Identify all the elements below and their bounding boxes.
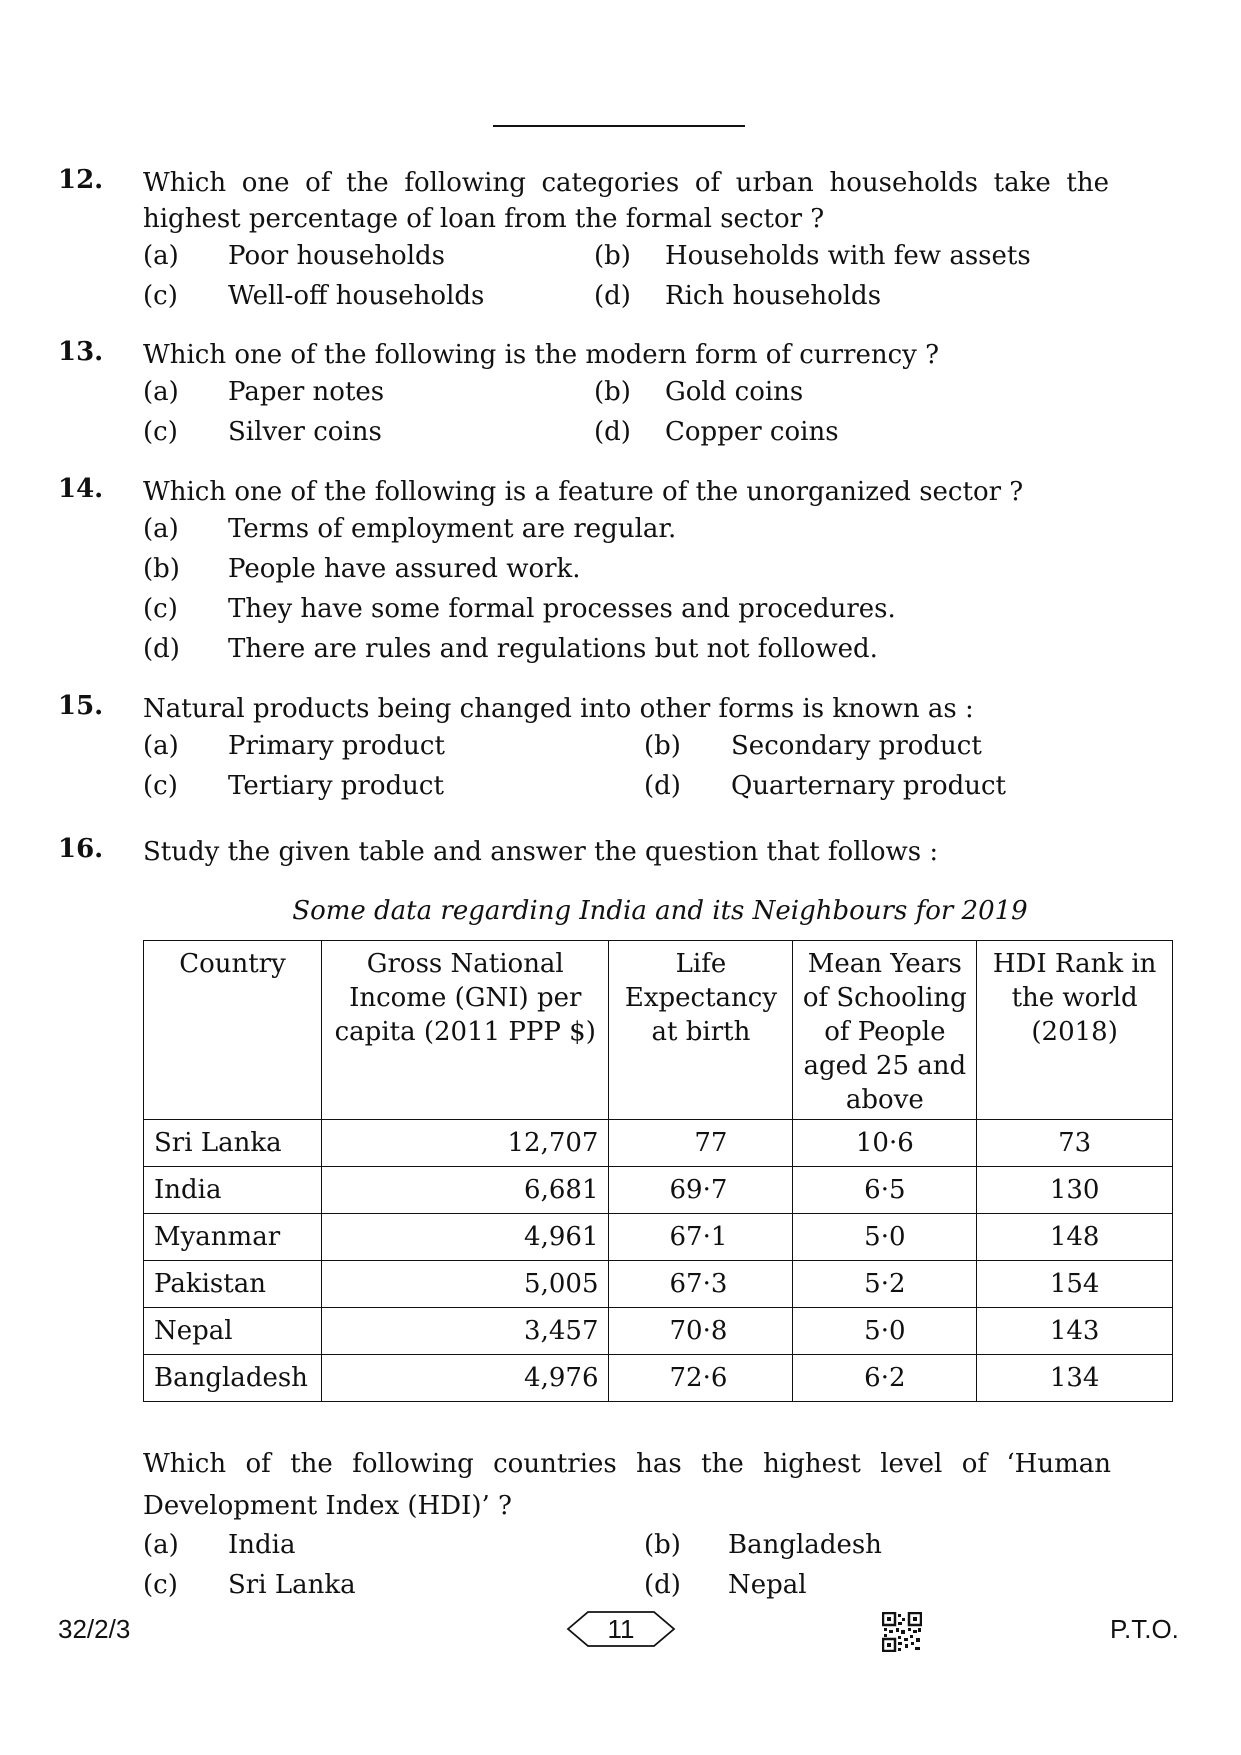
option-text: Silver coins: [228, 417, 382, 447]
option-label: (a): [143, 514, 179, 544]
option-label: (b): [644, 731, 681, 761]
pto-label: P.T.O.: [1110, 1614, 1179, 1644]
option-label: (d): [143, 634, 180, 664]
question-text: Which one of the following is a feature of the unorganized sector ?: [143, 477, 1024, 507]
followup-question-text: Which of the following countries has the highest level of ‘Human Development Index (HDI)’ ?: [143, 1449, 1111, 1521]
table-cell: Bangladesh: [144, 1355, 322, 1402]
option-label: (d): [644, 771, 681, 801]
option-text: Quarternary product: [731, 771, 1007, 801]
page-number: 11: [607, 1614, 635, 1644]
option-text: They have some formal processes and procedures.: [228, 594, 896, 624]
table-cell: 5·0: [793, 1308, 977, 1355]
question-number: 13.: [58, 337, 104, 367]
table-cell: Pakistan: [144, 1261, 322, 1308]
option-label: (a): [143, 731, 179, 761]
option-text: Paper notes: [228, 377, 385, 407]
option-text: Households with few assets: [665, 241, 1031, 271]
column-header: Gross National Income (GNI) per capita (2011 PPP $): [321, 941, 609, 1120]
table-cell: Myanmar: [144, 1214, 322, 1261]
table-cell: 5·2: [793, 1261, 977, 1308]
option-label: (c): [143, 594, 178, 624]
table-header-row: [144, 941, 1173, 1120]
option-label: (b): [644, 1530, 681, 1560]
option-text: Gold coins: [665, 377, 804, 407]
option-label: (c): [143, 281, 178, 311]
table-cell: 4,976: [321, 1355, 609, 1402]
data-table: [143, 940, 1173, 1402]
table-cell: 77: [609, 1120, 793, 1167]
option-text: Bangladesh: [728, 1530, 882, 1560]
question-text: Which one of the following is the modern form of currency ?: [143, 340, 940, 370]
table-row: [144, 1355, 1173, 1402]
option-text: Sri Lanka: [228, 1570, 356, 1600]
table-row: [144, 1214, 1173, 1261]
table-cell: 72·6: [609, 1355, 793, 1402]
paper-code: 32/2/3: [58, 1614, 131, 1644]
table-cell: 69·7: [609, 1167, 793, 1214]
option-text: Nepal: [728, 1570, 807, 1600]
question-text: Study the given table and answer the question that follows :: [143, 837, 939, 867]
option-text: India: [228, 1530, 296, 1560]
table-cell: 148: [977, 1214, 1173, 1261]
table-row: [144, 1120, 1173, 1167]
table-cell: 5·0: [793, 1214, 977, 1261]
table-row: [144, 1167, 1173, 1214]
table-cell: 3,457: [321, 1308, 609, 1355]
column-header: Country: [144, 941, 322, 1120]
table-cell: 73: [977, 1120, 1173, 1167]
table-cell: 130: [977, 1167, 1173, 1214]
table-cell: 67·1: [609, 1214, 793, 1261]
option-label: (a): [143, 1530, 179, 1560]
table-cell: India: [144, 1167, 322, 1214]
option-label: (c): [143, 417, 178, 447]
table-cell: 67·3: [609, 1261, 793, 1308]
table-cell: 6·5: [793, 1167, 977, 1214]
option-label: (d): [594, 281, 631, 311]
table-cell: 4,961: [321, 1214, 609, 1261]
table-cell: 6,681: [321, 1167, 609, 1214]
option-label: (d): [594, 417, 631, 447]
table-cell: 6·2: [793, 1355, 977, 1402]
option-label: (b): [594, 241, 631, 271]
option-text: Tertiary product: [228, 771, 444, 801]
option-text: Poor households: [228, 241, 446, 271]
option-label: (d): [644, 1570, 681, 1600]
table-cell: 12,707: [321, 1120, 609, 1167]
table-row: [144, 1308, 1173, 1355]
table-row: [144, 1261, 1173, 1308]
question-number: 15.: [58, 691, 104, 721]
table-cell: 70·8: [609, 1308, 793, 1355]
option-text: People have assured work.: [228, 554, 581, 584]
qr-code-icon: [882, 1612, 922, 1652]
column-header: Mean Years of Schooling of People aged 25 and above: [793, 941, 977, 1120]
option-text: Well-off households: [228, 281, 485, 311]
option-label: (b): [143, 554, 180, 584]
option-label: (a): [143, 377, 179, 407]
table-cell: Sri Lanka: [144, 1120, 322, 1167]
option-label: (b): [594, 377, 631, 407]
question-number: 14.: [58, 474, 104, 504]
table-cell: 154: [977, 1261, 1173, 1308]
option-text: Secondary product: [731, 731, 982, 761]
option-text: Primary product: [228, 731, 445, 761]
question-text: Natural products being changed into other forms is known as :: [143, 694, 974, 724]
column-header: HDI Rank in the world (2018): [977, 941, 1173, 1120]
top-rule: [493, 125, 745, 127]
option-text: Copper coins: [665, 417, 839, 447]
question-number: 12.: [58, 165, 104, 195]
table-cell: Nepal: [144, 1308, 322, 1355]
option-text: There are rules and regulations but not followed.: [228, 634, 878, 664]
table-cell: 143: [977, 1308, 1173, 1355]
table-cell: 134: [977, 1355, 1173, 1402]
page-number-badge: [566, 1610, 676, 1648]
question-text: Which one of the following categories of urban households take the highest percentage of loan from the formal sector ?: [143, 168, 1109, 234]
option-label: (a): [143, 241, 179, 271]
option-text: Rich households: [665, 281, 882, 311]
table-cell: 5,005: [321, 1261, 609, 1308]
option-label: (c): [143, 771, 178, 801]
table-caption: Some data regarding India and its Neighbours for 2019: [292, 896, 1028, 926]
option-label: (c): [143, 1570, 178, 1600]
question-text-line1: [143, 165, 1109, 237]
column-header: Life Expectancy at birth: [609, 941, 793, 1120]
table-cell: 10·6: [793, 1120, 977, 1167]
question-number: 16.: [58, 834, 104, 864]
option-text: Terms of employment are regular.: [228, 514, 677, 544]
